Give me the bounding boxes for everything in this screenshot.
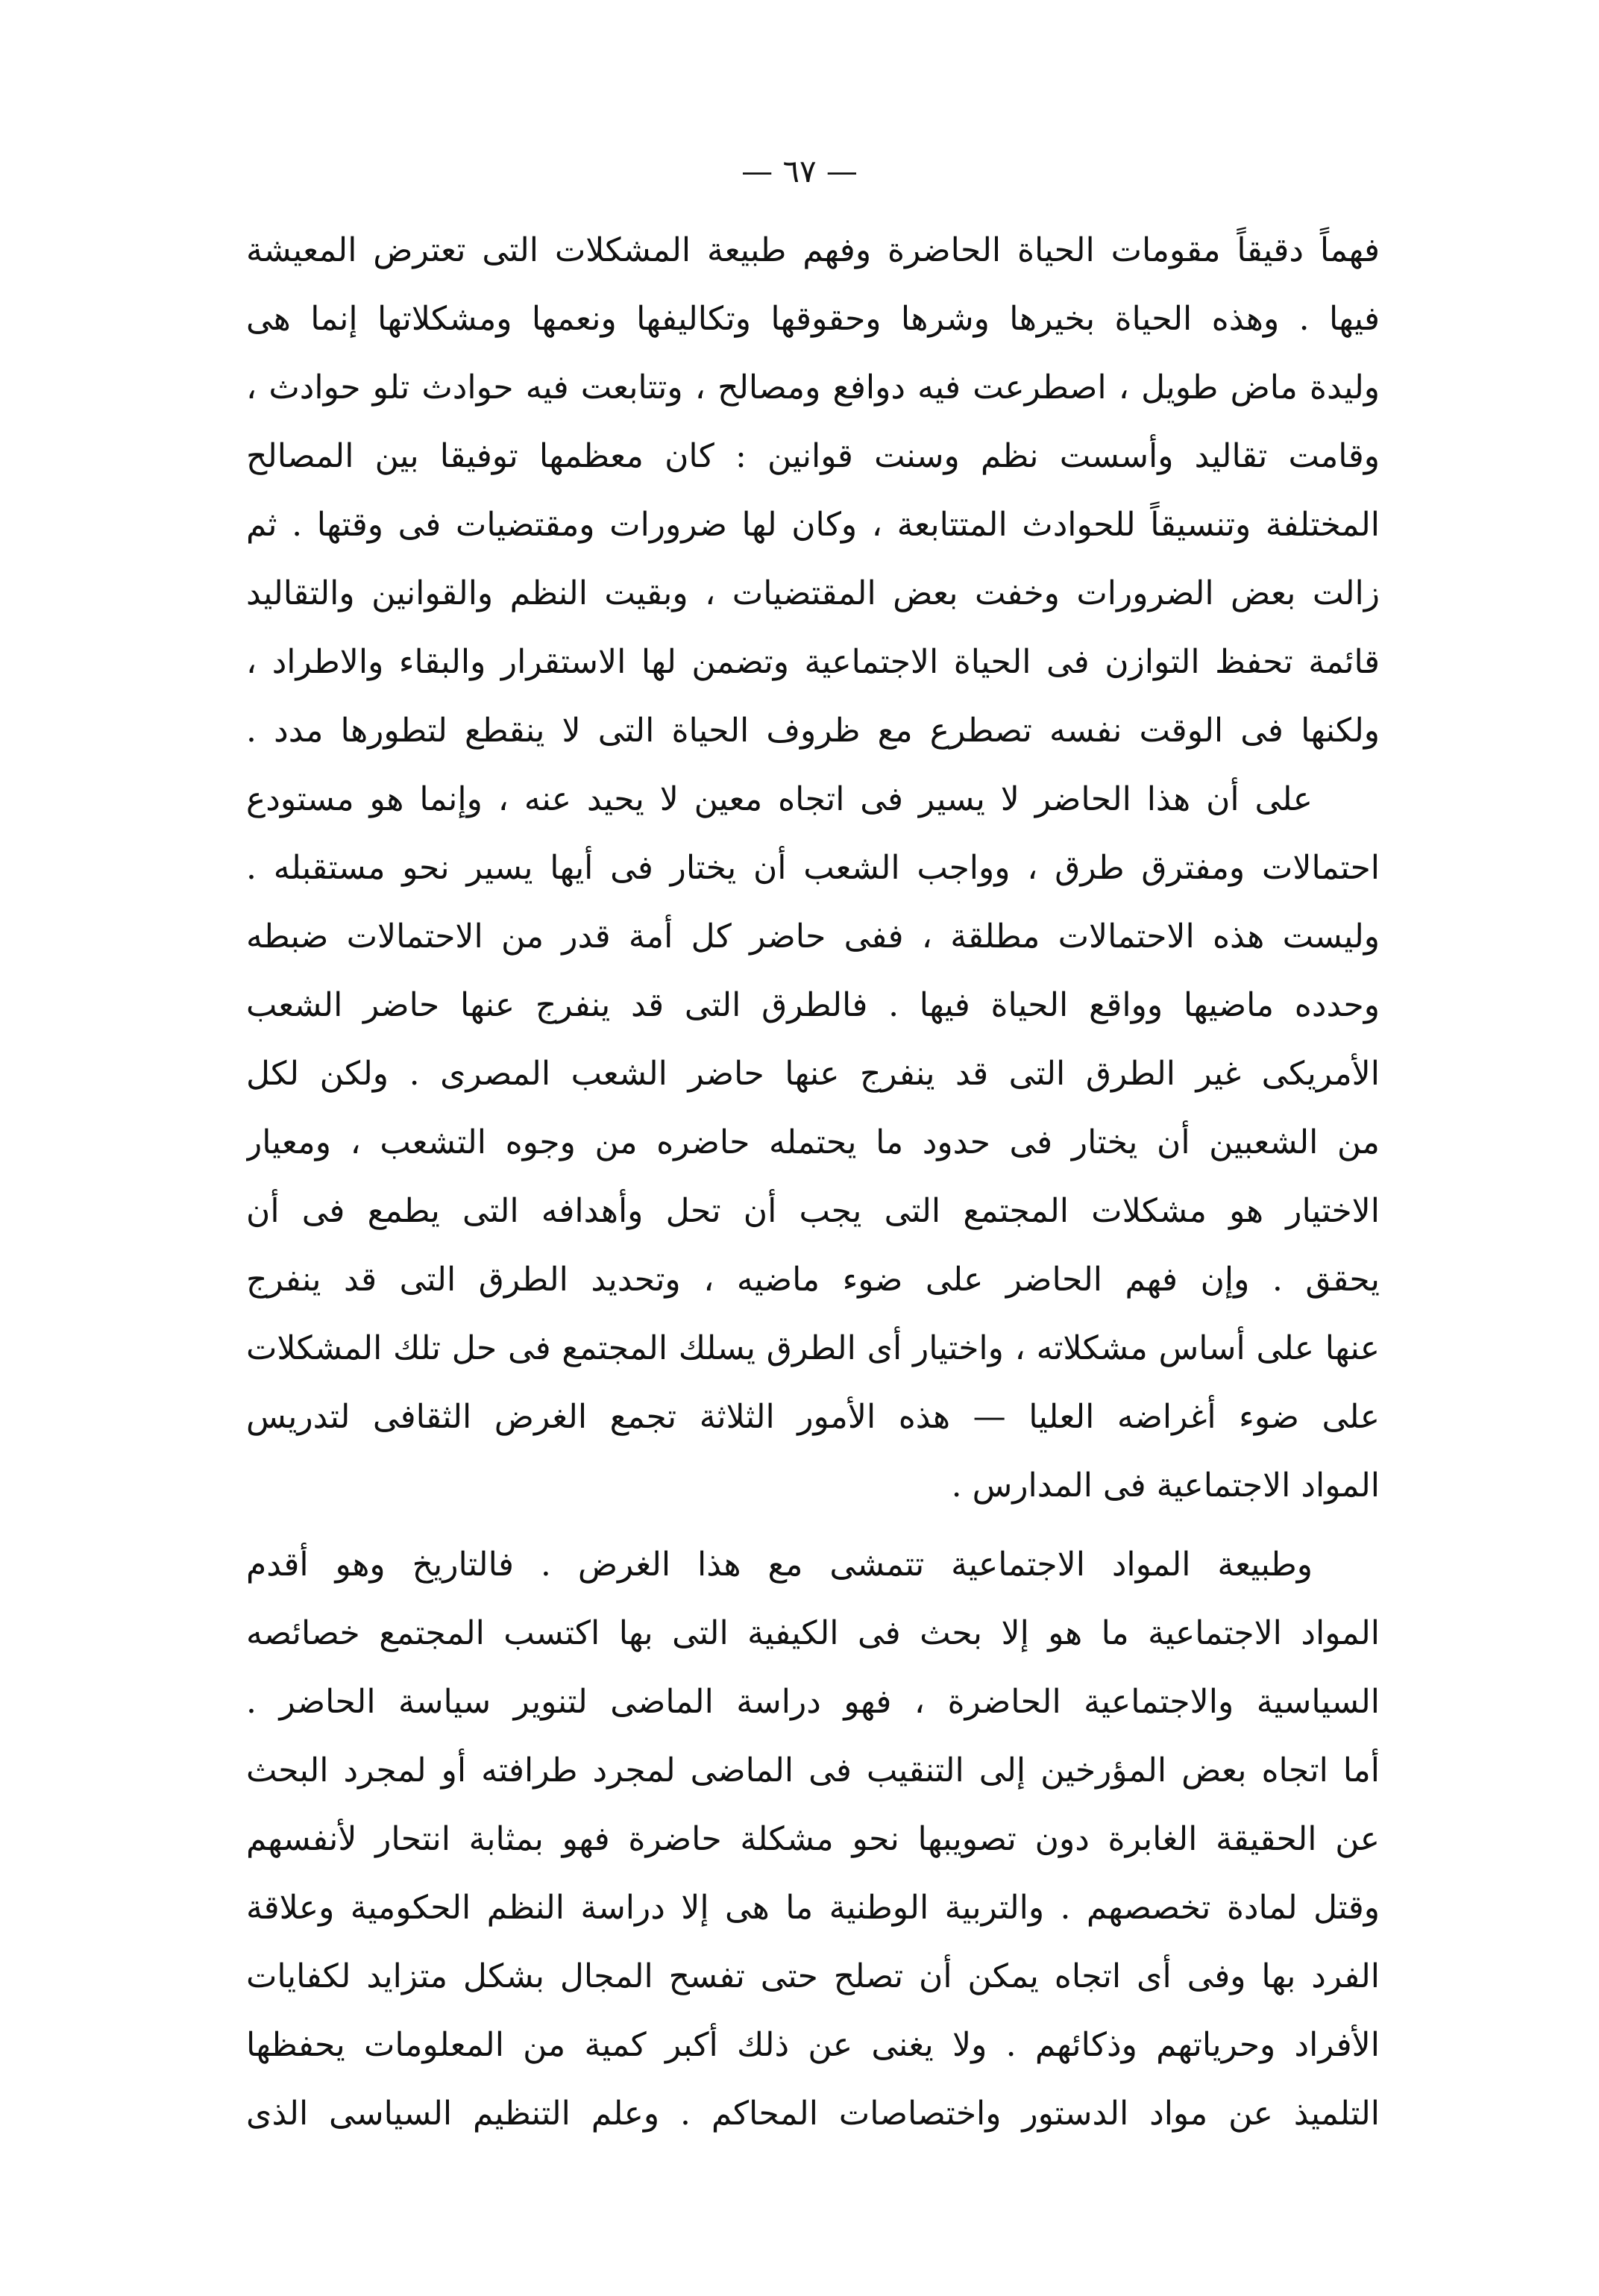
text-line: وليدة ماض طويل ، اصطرعت فيه دوافع ومصالح ، وتتابعت فيه حوادث تلو حوادث ، [246,368,1380,407]
text-line: أما اتجاه بعض المؤرخين إلى التنقيب فى الماضى لمجرد طرافته أو لمجرد البحث [246,1751,1380,1790]
text-line: زالت بعض الضرورات وخفت بعض المقتضيات ، وبقيت النظم والقوانين والتقاليد [246,574,1380,612]
text-line: فيها . وهذه الحياة بخيرها وشرها وحقوقها وتكاليفها ونعمها ومشكلاتها إنما هى [246,300,1380,338]
text-line: احتمالات ومفترق طرق ، وواجب الشعب أن يختار فى أيها يسير نحو مستقبله . [246,849,1380,887]
paragraph [246,216,1380,765]
text-line: يحقق . وإن فهم الحاضر على ضوء ماضيه ، وتحديد الطرق التى قد ينفرج [246,1261,1380,1299]
paragraph [246,1531,1380,2148]
text-line: السياسية والاجتماعية الحاضرة ، فهو دراسة الماضى لتنوير سياسة الحاضر . [246,1683,1380,1721]
text-line: الأفراد وحرياتهم وذكائهم . ولا يغنى عن ذلك أكبر كمية من المعلومات يحفظها [246,2026,1380,2064]
text-line: عن الحقيقة الغابرة دون تصويبها نحو مشكلة حاضرة فهو بمثابة انتحار لأنفسهم [246,1820,1380,1858]
text-line: ولكنها فى الوقت نفسه تصطرع مع ظروف الحياة التى لا ينقطع لتطورها مدد . [246,712,1380,750]
text-line: على ضوء أغراضه العليا — هذه الأمور الثلاثة تجمع الغرض الثقافى لتدريس [246,1398,1380,1436]
text-line: الأمريكى غير الطرق التى قد ينفرج عنها حاضر الشعب المصرى . ولكن لكل [246,1055,1380,1093]
text-line: على أن هذا الحاضر لا يسير فى اتجاه معين لا يحيد عنه ، وإنما هو مستودع [246,780,1313,818]
text-line: المواد الاجتماعية ما هو إلا بحث فى الكيفية التى بها اكتسب المجتمع خصائصه [246,1614,1380,1652]
text-line: المختلفة وتنسيقاً للحوادث المتتابعة ، وكان لها ضرورات ومقتضيات فى وقتها . ثم [246,506,1380,544]
text-line: الاختيار هو مشكلات المجتمع التى يجب أن تحل وأهدافه التى يطمع فى أن [246,1192,1380,1230]
text-line: قائمة تحفظ التوازن فى الحياة الاجتماعية وتضمن لها الاستقرار والبقاء والاطراد ، [246,643,1380,681]
text-line: وقتل لمادة تخصصهم . والتربية الوطنية ما هى إلا دراسة النظم الحكومية وعلاقة [246,1889,1380,1927]
text-line: التلميذ عن مواد الدستور واختصاصات المحاكم . وعلم التنظيم السياسى الذى [246,2095,1380,2133]
page-number: — ٦٧ — [741,153,858,189]
text-line: عنها على أساس مشكلاته ، واختيار أى الطرق يسلك المجتمع فى حل تلك المشكلات [246,1329,1380,1367]
text-line: المواد الاجتماعية فى المدارس . [951,1467,1380,1505]
text-line: وطبيعة المواد الاجتماعية تتمشى مع هذا الغرض . فالتاريخ وهو أقدم [246,1546,1313,1584]
text-line: الفرد بها وفى أى اتجاه يمكن أن تصلح حتى تفسح المجال بشكل متزايد لكفايات [246,1957,1380,1995]
text-line: وقامت تقاليد وأسست نظم وسنت قوانين : كان معظمها توفيقا بين المصالح [246,437,1380,475]
text-line: وليست هذه الاحتمالات مطلقة ، ففى حاضر كل أمة قدر من الاحتمالات ضبطه [246,918,1380,956]
text-line: فهماً دقيقاً مقومات الحياة الحاضرة وفهم طبيعة المشكلات التى تعترض المعيشة [246,231,1380,269]
paragraph [246,765,1380,1520]
text-line: وحدده ماضيها وواقع الحياة فيها . فالطرق التى قد ينفرج عنها حاضر الشعب [246,986,1380,1024]
text-line: من الشعبين أن يختار فى حدود ما يحتمله حاضره من وجوه التشعب ، ومعيار [246,1123,1380,1161]
body-text [246,216,1380,2148]
paragraph-spacer [246,1520,1380,1531]
